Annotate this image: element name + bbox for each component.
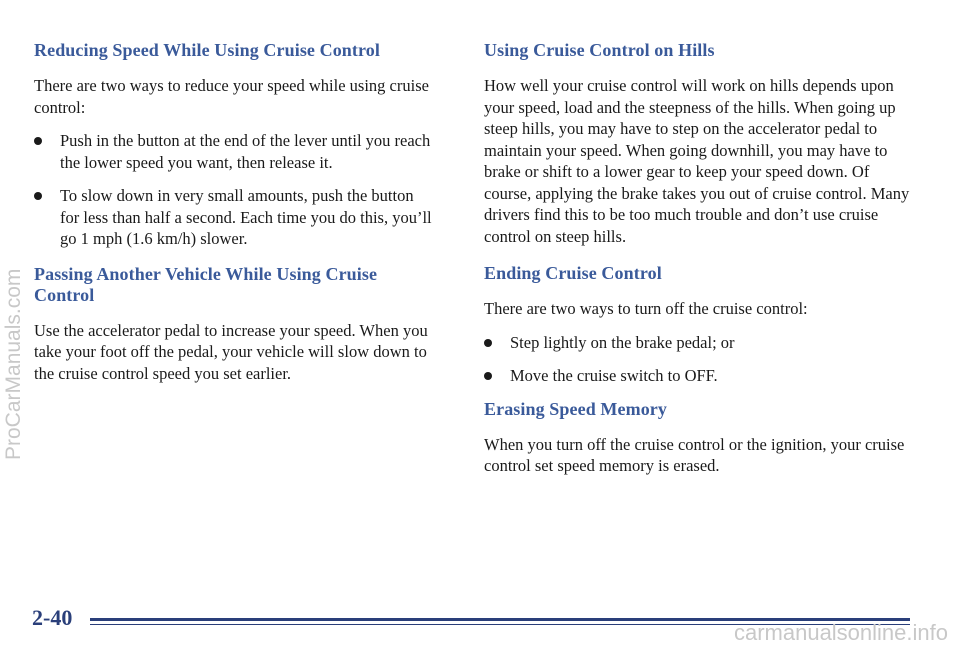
list-item-text: Push in the button at the end of the lever until you reach the lower speed you want, then release it.: [60, 131, 431, 172]
bullet-icon: [484, 372, 492, 380]
list-item-text: Move the cruise switch to OFF.: [510, 366, 718, 385]
list-item: [34, 185, 434, 250]
left-column: [34, 40, 434, 384]
list-item: [484, 332, 914, 354]
list-item: [484, 365, 914, 387]
section-heading-ending-cruise: Ending Cruise Control: [484, 263, 662, 283]
erasing-memory-body: When you turn off the cruise control or the ignition, your cruise control set speed memory is erased.: [484, 434, 905, 475]
section-heading-passing-vehicle: Passing Another Vehicle While Using Cruise Control: [34, 263, 378, 305]
section-heading-hills: Using Cruise Control on Hills: [484, 40, 715, 60]
list-item-text: Step lightly on the brake pedal; or: [510, 332, 735, 352]
reducing-speed-intro: There are two ways to reduce your speed while using cruise control:: [34, 76, 429, 117]
side-watermark: ProCarManuals.com: [2, 268, 25, 460]
hills-body: How well your cruise control will work on hills depends upon your speed, load and the steepness of the hills. When going up steep hills, you may have to step on the accelerator pedal to maintain your speed. When going downhill, you may have to brake or shift to a lower gear to keep your speed down. Of course, applying the brake takes you out of cruise control. Many drivers find this to be too much trouble and don’t use cruise control on steep hills.: [484, 76, 910, 246]
bottom-watermark: carmanualsonline.info: [733, 620, 948, 645]
page-number: 2-40: [32, 605, 73, 630]
bullet-icon: [484, 339, 492, 347]
passing-vehicle-body: Use the accelerator pedal to increase your speed. When you take your foot off the pedal, your vehicle will slow down to the cruise control speed you set earlier.: [34, 320, 428, 383]
right-column: [484, 40, 914, 477]
section-heading-erasing-memory: Erasing Speed Memory: [484, 398, 667, 419]
bullet-icon: [34, 192, 42, 200]
ending-cruise-intro: There are two ways to turn off the cruise control:: [484, 299, 808, 318]
bullet-icon: [34, 137, 42, 145]
section-heading-reducing-speed: Reducing Speed While Using Cruise Control: [34, 40, 380, 60]
list-item: [34, 130, 434, 173]
list-item-text: To slow down in very small amounts, push the button for less than half a second. Each time you do this, you’ll go 1 mph (1.6 km/h) slower.: [60, 186, 432, 248]
reducing-speed-list: [34, 130, 434, 250]
ending-cruise-list: [484, 332, 914, 387]
